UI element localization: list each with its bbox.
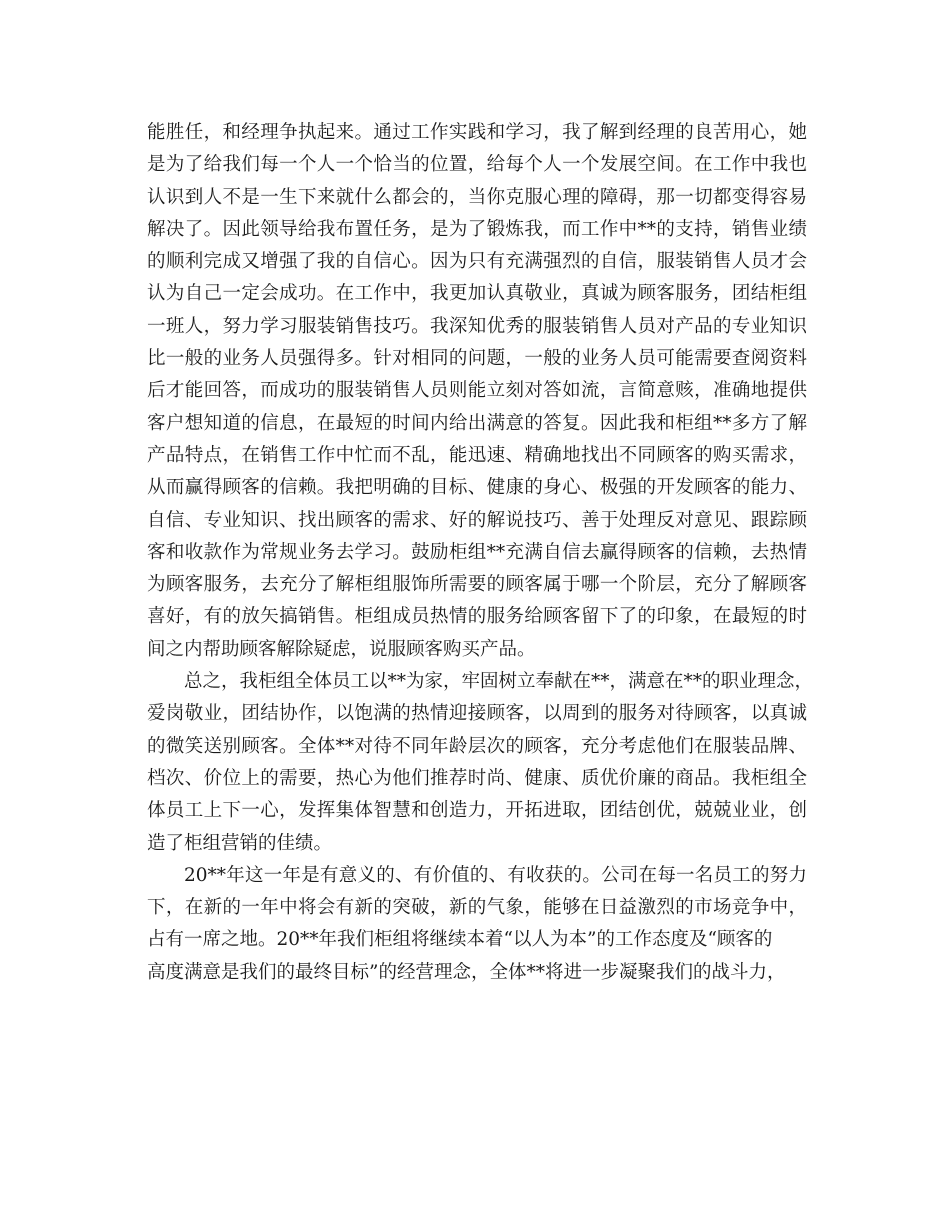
text-line: 认为自己一定会成功。在工作中，我更加认真敬业，真诚为顾客服务，团结柜组 [147,283,807,305]
text-line: 高度满意是我们的最终目标”的经营理念，全体**将进一步凝聚我们的战斗力， [147,961,786,983]
text-line: 20**年这一年是有意义的、有价值的、有收获的。公司在每一名员工的努力 [184,864,807,886]
text-line: 占有一席之地。20**年我们柜组将继续本着“以人为本”的工作态度及“顾客的 [147,929,773,951]
text-line: 自信、专业知识、找出顾客的需求、好的解说技巧、善于处理反对意见、跟踪顾 [147,509,807,531]
text-line: 从而赢得顾客的信赖。我把明确的目标、健康的身心、极强的开发顾客的能力、 [147,477,807,499]
text-line: 喜好，有的放矢搞销售。柜组成员热情的服务给顾客留下了的印象，在最短的时 [147,606,807,628]
text-line: 造了柜组营销的佳绩。 [147,832,333,854]
body-text [147,117,814,989]
text-line: 爱岗敬业，团结协作，以饱满的热情迎接顾客，以周到的服务对待顾客，以真诚 [147,703,807,725]
text-line: 下，在新的一年中将会有新的突破，新的气象，能够在日益激烈的市场竞争中， [147,897,807,919]
text-line: 客户想知道的信息，在最短的时间内给出满意的答复。因此我和柜组**多方了解 [147,412,807,434]
text-line: 后才能回答，而成功的服装销售人员则能立刻对答如流，言简意赅，准确地提供 [147,380,807,402]
text-line: 是为了给我们每一个人一个恰当的位置，给每个人一个发展空间。在工作中我也 [147,154,807,176]
text-line: 体员工上下一心，发挥集体智慧和创造力，开拓进取，团结创优，兢兢业业，创 [147,800,807,822]
text-line: 间之内帮助顾客解除疑虑，说服顾客购买产品。 [147,638,536,660]
text-line: 总之，我柜组全体员工以**为家，牢固树立奉献在**，满意在**的职业理念， [184,671,814,693]
text-line: 产品特点，在销售工作中忙而不乱，能迅速、精确地找出不同顾客的购买需求， [147,444,807,466]
text-line: 的微笑送别顾客。全体**对待不同年龄层次的顾客，充分考虑他们在服装品牌、 [147,735,807,757]
text-line: 客和收款作为常规业务去学习。鼓励柜组**充满自信去赢得顾客的信赖，去热情 [147,541,807,563]
text-line: 比一般的业务人员强得多。针对相同的问题，一般的业务人员可能需要查阅资料 [147,348,807,370]
text-line: 一班人，努力学习服装销售技巧。我深知优秀的服装销售人员对产品的专业知识 [147,315,807,337]
text-line: 档次、价位上的需要，热心为他们推荐时尚、健康、质优价廉的商品。我柜组全 [147,767,807,789]
text-line: 能胜任，和经理争执起来。通过工作实践和学习，我了解到经理的良苦用心，她 [147,122,807,143]
text-line: 认识到人不是一生下来就什么都会的，当你克服心理的障碍，那一切都变得容易 [147,186,807,208]
text-line: 的顺利完成又增强了我的自信心。因为只有充满强烈的自信，服装销售人员才会 [147,251,807,273]
text-line: 解决了。因此领导给我布置任务，是为了锻炼我，而工作中**的支持，销售业绩 [147,218,807,240]
text-line: 为顾客服务，去充分了解柜组服饰所需要的顾客属于哪一个阶层，充分了解顾客 [147,574,807,596]
